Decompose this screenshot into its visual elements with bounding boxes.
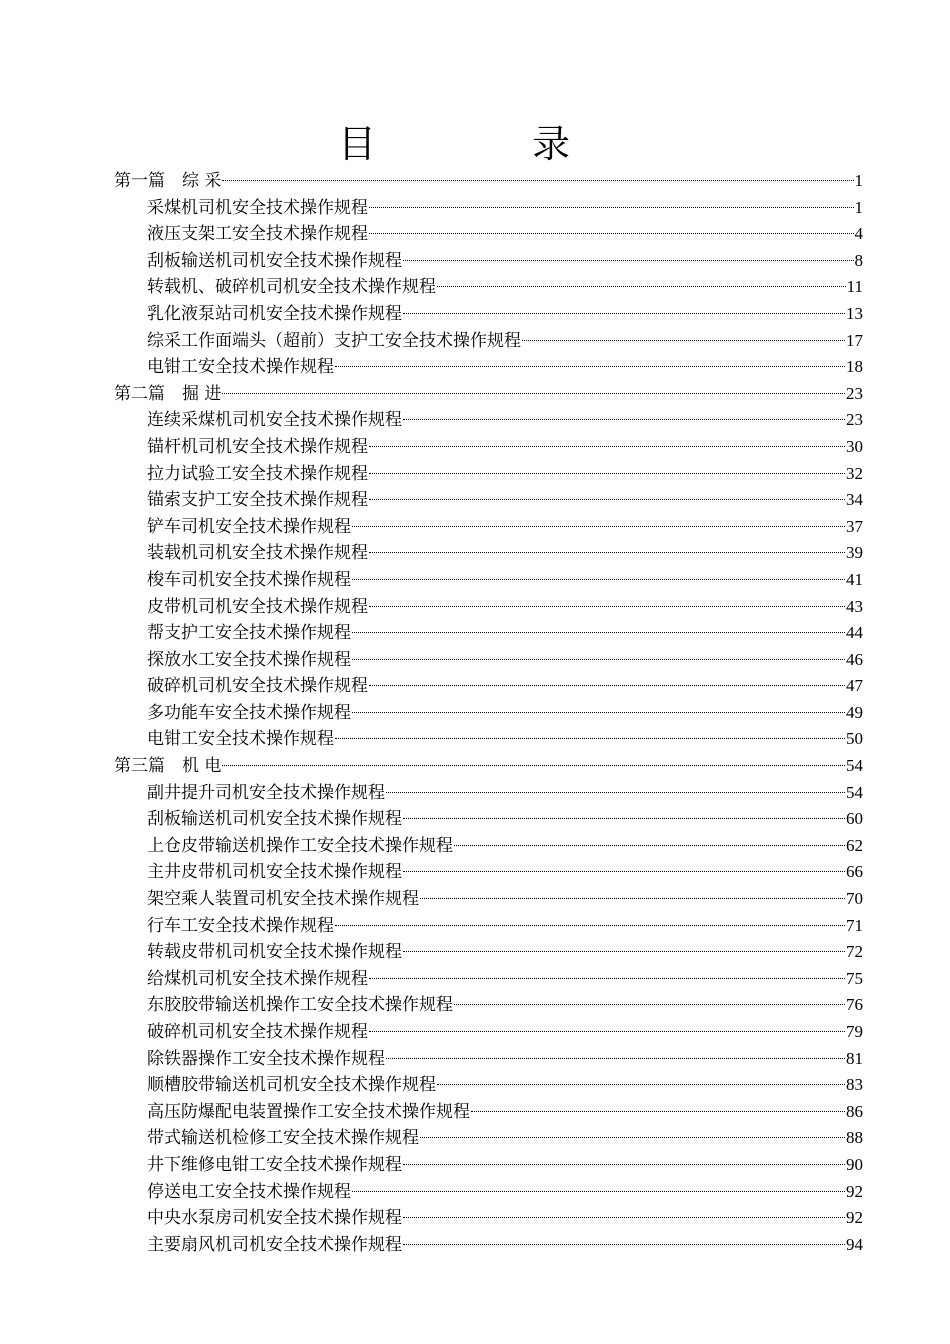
toc-page-number: 8 — [854, 250, 863, 270]
toc-leader-dots — [369, 605, 845, 607]
toc-entry-label: 中央水泵房司机安全技术操作规程 — [147, 1208, 402, 1229]
toc-entry-label: 第一篇 综 采 — [114, 171, 222, 191]
toc-entry-label: 给煤机司机安全技术操作规程 — [147, 968, 368, 989]
toc-entry-label: 转载皮带机司机安全技术操作规程 — [147, 942, 402, 963]
toc-entry-label: 采煤机司机安全技术操作规程 — [147, 197, 368, 218]
toc-entry-label: 锚杆机司机安全技术操作规程 — [147, 436, 368, 457]
toc-entry[interactable] — [114, 1019, 863, 1046]
toc-leader-dots — [352, 1190, 845, 1192]
toc-leader-dots — [403, 1163, 845, 1165]
toc-page-number: 49 — [846, 702, 863, 722]
toc-leader-dots — [369, 551, 845, 553]
toc-entry[interactable] — [114, 726, 863, 753]
toc-page-number: 44 — [846, 623, 863, 643]
toc-entry-label: 装载机司机安全技术操作规程 — [147, 543, 368, 564]
toc-leader-dots — [352, 658, 845, 660]
toc-page-number: 23 — [846, 410, 863, 430]
toc-leader-dots — [222, 764, 845, 766]
toc-entry-label: 综采工作面端头（超前）支护工安全技术操作规程 — [147, 330, 521, 351]
toc-page-number: 76 — [846, 995, 863, 1015]
page-title: 目 录 — [337, 122, 643, 166]
toc-entry[interactable] — [114, 1072, 863, 1099]
toc-entry[interactable] — [114, 221, 863, 248]
toc-leader-dots — [222, 392, 845, 394]
toc-entry-label: 第三篇 机 电 — [114, 756, 222, 777]
toc-entry[interactable] — [114, 647, 863, 674]
toc-entry[interactable] — [114, 354, 863, 381]
toc-entry[interactable] — [114, 780, 863, 807]
toc-leader-dots — [352, 578, 845, 580]
toc-leader-dots — [352, 631, 845, 633]
toc-entry[interactable] — [114, 461, 863, 488]
toc-entry[interactable] — [114, 939, 863, 966]
toc-entry[interactable] — [114, 248, 863, 275]
toc-entry[interactable] — [114, 594, 863, 621]
toc-leader-dots — [352, 711, 845, 713]
toc-leader-dots — [369, 498, 845, 500]
toc-entry-label: 乳化液泵站司机安全技术操作规程 — [147, 303, 402, 324]
toc-leader-dots — [471, 1110, 845, 1112]
toc-page-number: 79 — [846, 1022, 863, 1041]
toc-entry[interactable] — [114, 886, 863, 913]
toc-entry-label: 刮板输送机司机安全技术操作规程 — [147, 250, 402, 271]
toc-page-number: 94 — [846, 1234, 863, 1254]
toc-entry-label: 转载机、破碎机司机安全技术操作规程 — [147, 277, 436, 298]
toc-entry[interactable] — [114, 620, 863, 647]
toc-page-number: 83 — [846, 1075, 863, 1095]
toc-entry-label: 电钳工安全技术操作规程 — [147, 729, 334, 750]
toc-entry[interactable] — [114, 195, 863, 222]
toc-entry-label: 破碎机司机安全技术操作规程 — [147, 1022, 368, 1042]
toc-entry-label: 顺槽胶带输送机司机安全技术操作规程 — [147, 1075, 436, 1096]
toc-page-number: 39 — [846, 543, 863, 563]
toc-page-number: 92 — [846, 1181, 863, 1201]
toc-entry[interactable] — [114, 992, 863, 1019]
toc-leader-dots — [420, 897, 845, 899]
toc-page-number: 46 — [846, 649, 863, 669]
toc-leader-dots — [522, 339, 845, 341]
toc-leader-dots — [403, 1243, 845, 1245]
toc-page-number: 34 — [846, 490, 863, 510]
toc-leader-dots — [437, 1083, 845, 1085]
toc-page-number: 18 — [846, 357, 863, 377]
toc-page-number: 32 — [846, 463, 863, 483]
toc-entry-label: 第二篇 掘 进 — [114, 383, 222, 404]
toc-leader-dots — [437, 285, 846, 287]
toc-entry-label: 停送电工安全技术操作规程 — [147, 1181, 351, 1202]
toc-page-number: 13 — [846, 303, 863, 323]
toc-entry[interactable] — [114, 1125, 863, 1152]
toc-leader-dots — [369, 206, 854, 208]
toc-page-number: 92 — [846, 1208, 863, 1228]
toc-leader-dots — [420, 1136, 845, 1138]
toc-entry-label: 架空乘人装置司机安全技术操作规程 — [147, 889, 419, 910]
toc-page-number: 1 — [854, 171, 863, 190]
toc-leader-dots — [369, 445, 845, 447]
toc-entry-label: 锚索支护工安全技术操作规程 — [147, 490, 368, 511]
toc-entry[interactable] — [114, 1046, 863, 1073]
toc-entry[interactable] — [114, 833, 863, 860]
toc-page-number: 75 — [846, 968, 863, 988]
toc-leader-dots — [403, 950, 845, 952]
toc-entry-label: 主井皮带机司机安全技术操作规程 — [147, 862, 402, 883]
toc-page-number: 86 — [846, 1101, 863, 1121]
toc-leader-dots — [335, 924, 845, 926]
toc-page-number: 50 — [846, 729, 863, 749]
toc-page-number: 17 — [846, 330, 863, 350]
toc-leader-dots — [403, 418, 845, 420]
toc-section-entry[interactable] — [114, 381, 863, 408]
toc-page-number: 43 — [846, 596, 863, 616]
toc-leader-dots — [386, 791, 845, 793]
toc-leader-dots — [369, 1030, 845, 1032]
toc-entry[interactable] — [114, 673, 863, 700]
toc-entry-label: 梭车司机安全技术操作规程 — [147, 569, 351, 590]
toc-leader-dots — [454, 1003, 845, 1005]
toc-leader-dots — [222, 179, 853, 181]
toc-entry-label: 上仓皮带输送机操作工安全技术操作规程 — [147, 835, 453, 856]
toc-page-number: 11 — [846, 277, 863, 297]
toc-entry-label: 除铁器操作工安全技术操作规程 — [147, 1048, 385, 1069]
toc-leader-dots — [403, 259, 854, 261]
toc-entry-label: 皮带机司机安全技术操作规程 — [147, 596, 368, 617]
toc-page-number: 47 — [846, 676, 863, 696]
toc-page-number: 66 — [846, 862, 863, 882]
toc-page-number: 90 — [846, 1154, 863, 1174]
toc-page-number: 41 — [846, 569, 863, 589]
toc-leader-dots — [335, 737, 845, 739]
toc-leader-dots — [454, 844, 845, 846]
toc-page-number: 71 — [846, 915, 863, 935]
toc-entry-label: 东胶胶带输送机操作工安全技术操作规程 — [147, 995, 453, 1016]
toc-page-number: 4 — [854, 224, 863, 244]
toc-entry[interactable] — [114, 1099, 863, 1126]
toc-page-number: 30 — [846, 436, 863, 456]
toc-entry[interactable] — [114, 700, 863, 727]
toc-page-number: 70 — [846, 889, 863, 909]
toc-section-entry[interactable] — [114, 753, 863, 780]
table-of-contents — [114, 168, 863, 1258]
toc-entry-label: 探放水工安全技术操作规程 — [147, 649, 351, 670]
toc-entry[interactable] — [114, 859, 863, 886]
toc-page-number: 72 — [846, 942, 863, 962]
toc-leader-dots — [403, 870, 845, 872]
toc-page-number: 81 — [846, 1048, 863, 1068]
toc-page-number: 54 — [846, 782, 863, 802]
toc-entry[interactable] — [114, 407, 863, 434]
toc-entry[interactable] — [114, 487, 863, 514]
toc-entry[interactable] — [114, 1232, 863, 1259]
toc-entry[interactable] — [114, 913, 863, 940]
toc-page-number: 37 — [846, 516, 863, 536]
toc-leader-dots — [403, 1216, 845, 1218]
toc-entry[interactable] — [114, 274, 863, 301]
toc-entry-label: 多功能车安全技术操作规程 — [147, 702, 351, 723]
toc-entry-label: 副井提升司机安全技术操作规程 — [147, 782, 385, 803]
toc-entry[interactable] — [114, 1152, 863, 1179]
toc-leader-dots — [369, 472, 845, 474]
toc-page-number: 23 — [846, 383, 863, 403]
toc-entry[interactable] — [114, 567, 863, 594]
toc-entry[interactable] — [114, 1179, 863, 1206]
toc-page-number: 1 — [854, 197, 863, 217]
toc-entry-label: 拉力试验工安全技术操作规程 — [147, 463, 368, 484]
toc-leader-dots — [369, 977, 845, 979]
toc-page-number: 88 — [846, 1128, 863, 1148]
toc-leader-dots — [335, 365, 845, 367]
toc-entry[interactable] — [114, 328, 863, 355]
toc-entry-label: 带式输送机检修工安全技术操作规程 — [147, 1128, 419, 1149]
toc-entry[interactable] — [114, 514, 863, 541]
toc-entry[interactable] — [114, 434, 863, 461]
toc-entry[interactable] — [114, 1205, 863, 1232]
toc-entry-label: 帮支护工安全技术操作规程 — [147, 623, 351, 644]
toc-entry[interactable] — [114, 966, 863, 993]
toc-section-entry[interactable] — [114, 168, 863, 195]
toc-entry-label: 铲车司机安全技术操作规程 — [147, 516, 351, 537]
toc-entry[interactable] — [114, 540, 863, 567]
toc-entry[interactable] — [114, 806, 863, 833]
toc-leader-dots — [369, 232, 854, 234]
toc-leader-dots — [403, 312, 845, 314]
toc-page-number: 54 — [846, 756, 863, 776]
toc-leader-dots — [352, 525, 845, 527]
toc-leader-dots — [369, 684, 845, 686]
toc-entry[interactable] — [114, 301, 863, 328]
toc-entry-label: 高压防爆配电装置操作工安全技术操作规程 — [147, 1101, 470, 1122]
toc-entry-label: 液压支架工安全技术操作规程 — [147, 224, 368, 245]
toc-entry-label: 井下维修电钳工安全技术操作规程 — [147, 1154, 402, 1175]
toc-entry-label: 破碎机司机安全技术操作规程 — [147, 676, 368, 697]
toc-page-number: 60 — [846, 809, 863, 829]
toc-page-number: 62 — [846, 835, 863, 855]
toc-entry-label: 主要扇风机司机安全技术操作规程 — [147, 1234, 402, 1255]
toc-entry-label: 连续采煤机司机安全技术操作规程 — [147, 410, 402, 431]
toc-entry-label: 刮板输送机司机安全技术操作规程 — [147, 809, 402, 830]
toc-entry-label: 电钳工安全技术操作规程 — [147, 357, 334, 378]
toc-entry-label: 行车工安全技术操作规程 — [147, 915, 334, 936]
toc-leader-dots — [403, 817, 845, 819]
toc-leader-dots — [386, 1057, 845, 1059]
